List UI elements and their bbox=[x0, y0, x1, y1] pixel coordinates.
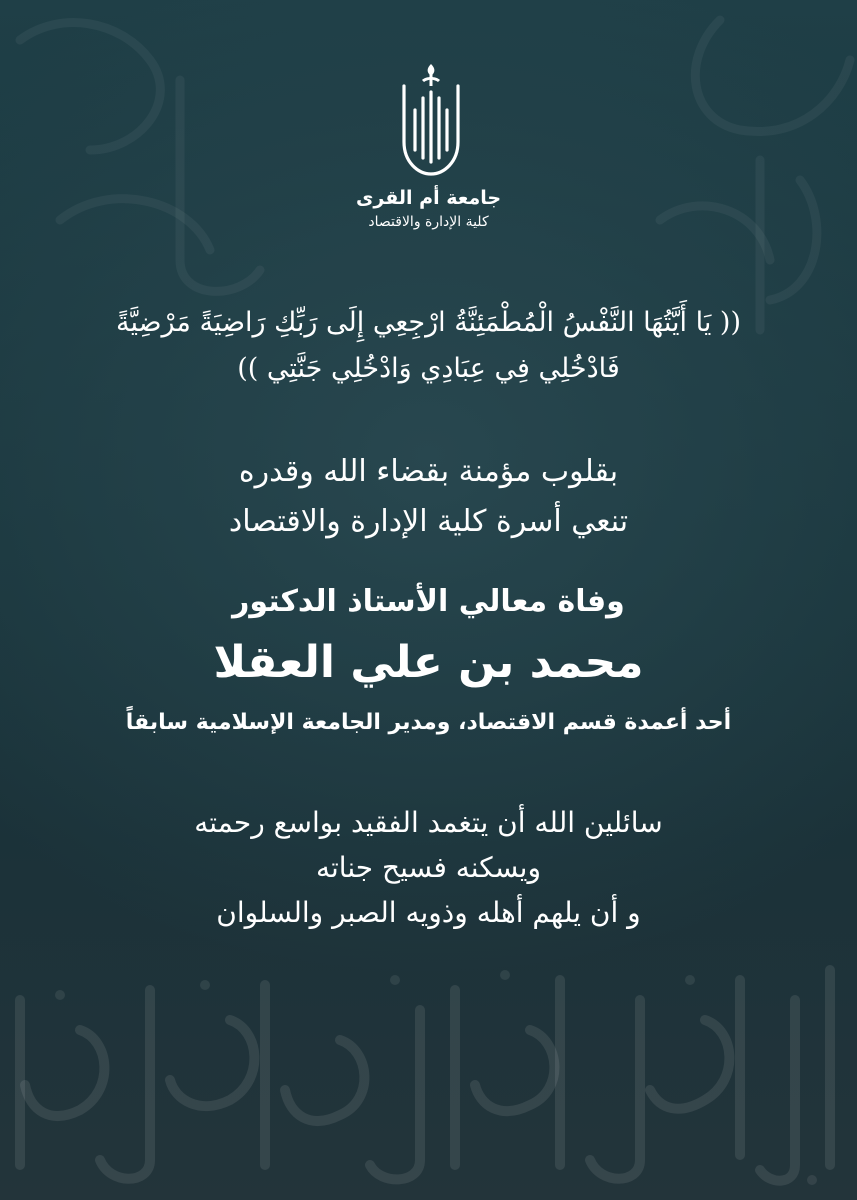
umm-al-qura-university-emblem-icon bbox=[396, 60, 466, 178]
intro-line-2: تنعي أسرة كلية الإدارة والاقتصاد bbox=[228, 504, 629, 539]
announcement-heading: وفاة معالي الأستاذ الدكتور bbox=[232, 584, 625, 619]
prayer-text bbox=[60, 800, 797, 935]
intro-line-1: بقلوب مؤمنة بقضاء الله وقدره bbox=[238, 454, 619, 489]
quran-verse bbox=[60, 300, 797, 392]
bottom-calligraphy-watermark-icon bbox=[0, 940, 857, 1200]
verse-line-2: فَادْخُلِي فِي عِبَادِي وَادْخُلِي جَنَّتِي )) bbox=[237, 353, 620, 384]
college-name: كلية الإدارة والاقتصاد bbox=[368, 214, 489, 230]
intro-text bbox=[60, 447, 797, 547]
deceased-role: أحد أعمدة قسم الاقتصاد، ومدير الجامعة الإسلامية سابقاً bbox=[125, 710, 732, 735]
deceased-name: محمد بن علي العقلا bbox=[213, 637, 644, 688]
prayer-line-3: و أن يلهم أهله وذويه الصبر والسلوان bbox=[216, 896, 641, 929]
prayer-line-2: ويسكنه فسيح جناته bbox=[316, 851, 541, 884]
university-logo bbox=[0, 60, 857, 240]
university-name: جامعة أم القرى bbox=[355, 187, 502, 209]
prayer-line-1: سائلين الله أن يتغمد الفقيد بواسع رحمته bbox=[194, 806, 663, 839]
verse-line-1: (( يَا أَيَّتُهَا النَّفْسُ الْمُطْمَئِنَّةُ ارْجِعِي إِلَى رَبِّكِ رَاضِيَةً مَرْضِيَّةً bbox=[115, 307, 741, 338]
